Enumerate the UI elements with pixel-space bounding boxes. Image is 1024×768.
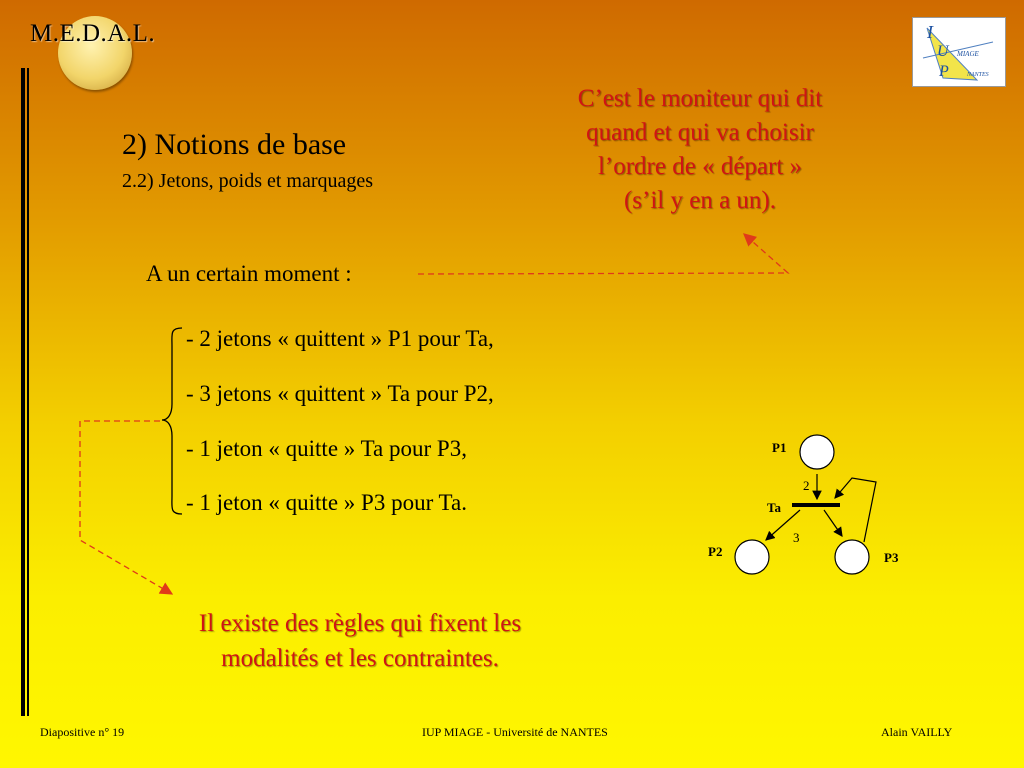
label-ta: Ta <box>767 500 781 515</box>
logo-letter-p: P <box>939 63 949 80</box>
callout-line-4: (s’il y en a un). <box>623 187 777 214</box>
petri-net-diagram <box>708 435 899 574</box>
list-item-3: - 1 jeton « quitte » Ta pour P3, <box>186 436 467 461</box>
rule-connector <box>80 421 172 594</box>
place-p3 <box>835 540 869 574</box>
footer-author: Alain VAILLY <box>881 725 953 739</box>
section-title: 2) Notions de base <box>122 128 347 161</box>
arc-p3-ta <box>835 478 876 542</box>
callout-line-1: C’est le moniteur qui dit <box>577 85 823 112</box>
label-p1: P1 <box>772 440 787 455</box>
weight-2: 2 <box>803 478 810 493</box>
section-subtitle: 2.2) Jetons, poids et marquages <box>122 170 374 192</box>
rule-line-2: modalités et les contraintes. <box>221 645 499 672</box>
footer-institution: IUP MIAGE - Université de NANTES <box>422 725 608 739</box>
place-p2 <box>735 540 769 574</box>
weight-3: 3 <box>793 530 800 545</box>
place-p1 <box>800 435 834 469</box>
list-item-4: - 1 jeton « quitte » P3 pour Ta. <box>186 490 467 515</box>
footer-slide-number: Diapositive n° 19 <box>40 725 125 739</box>
logo-letter-i: I <box>927 22 933 42</box>
curly-brace <box>162 328 182 514</box>
logo-miage: MIAGE <box>957 50 979 58</box>
header-title: M.E.D.A.L. <box>30 20 156 47</box>
arc-ta-p3 <box>824 510 842 536</box>
list-item-2: - 3 jetons « quittent » Ta pour P2, <box>186 381 494 406</box>
list-item-1: - 2 jetons « quittent » P1 pour Ta, <box>186 326 494 351</box>
label-p3: P3 <box>884 550 899 565</box>
rule-line-1: Il existe des règles qui fixent les <box>198 610 522 637</box>
callout-line-3: l’ordre de « départ » <box>597 153 803 180</box>
callout-line-2: quand et qui va choisir <box>586 119 814 146</box>
label-p2: P2 <box>708 544 723 559</box>
intro-text: A un certain moment : <box>146 261 352 286</box>
logo-nantes: NANTES <box>967 72 989 78</box>
callout-connector <box>418 234 788 274</box>
logo-letter-u: U <box>937 43 949 60</box>
